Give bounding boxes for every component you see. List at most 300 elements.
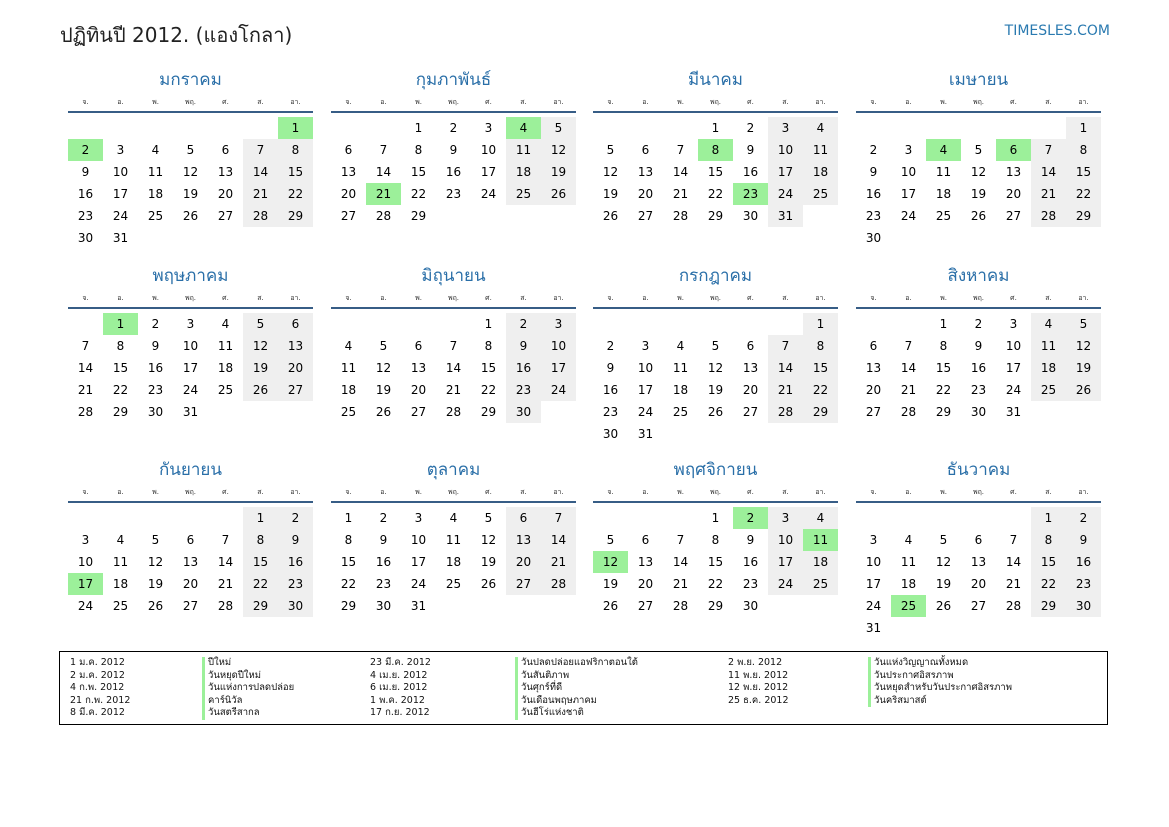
day-cell: 22 bbox=[707, 577, 724, 591]
day-cell: 25 bbox=[112, 599, 129, 613]
day-cell: 26 bbox=[602, 599, 619, 613]
month-divider bbox=[68, 307, 313, 309]
day-cell: 29 bbox=[803, 401, 838, 423]
day-cell: 31 bbox=[112, 231, 129, 245]
day-name: พฤ. bbox=[972, 98, 985, 106]
day-name: จ. bbox=[345, 98, 352, 106]
day-cell: 6 bbox=[221, 143, 230, 157]
day-cell: 6 bbox=[641, 143, 650, 157]
month-divider bbox=[856, 307, 1101, 309]
day-cell: 27 bbox=[410, 405, 427, 419]
day-name: อ. bbox=[642, 98, 649, 106]
day-cell: 17 bbox=[410, 555, 427, 569]
day-cell: 15 bbox=[1066, 161, 1101, 183]
day-cell: 11 bbox=[672, 361, 689, 375]
day-cell: 29 bbox=[112, 405, 129, 419]
day-cell: 15 bbox=[803, 357, 838, 379]
day-cell: 19 bbox=[602, 577, 619, 591]
day-name: อ. bbox=[905, 98, 912, 106]
day-cell: 19 bbox=[375, 383, 392, 397]
day-cell: 12 bbox=[480, 533, 497, 547]
holiday-day-cell: 11 bbox=[803, 529, 838, 551]
day-cell: 21 bbox=[672, 187, 689, 201]
day-cell: 25 bbox=[340, 405, 357, 419]
day-cell: 14 bbox=[77, 361, 94, 375]
day-name: ศ. bbox=[1010, 98, 1017, 106]
day-name: อา. bbox=[1078, 294, 1089, 302]
day-cell: 25 bbox=[506, 183, 541, 205]
day-cell: 4 bbox=[344, 339, 353, 353]
day-name: จ. bbox=[345, 294, 352, 302]
day-name: พ. bbox=[415, 294, 422, 302]
day-cell: 20 bbox=[182, 577, 199, 591]
day-name: พฤ. bbox=[184, 488, 197, 496]
day-cell: 22 bbox=[707, 187, 724, 201]
day-cell: 5 bbox=[151, 533, 160, 547]
day-name: จ. bbox=[870, 488, 877, 496]
month-divider bbox=[331, 501, 576, 503]
day-cell: 3 bbox=[116, 143, 125, 157]
day-cell: 12 bbox=[182, 165, 199, 179]
day-cell: 10 bbox=[1005, 339, 1022, 353]
day-cell: 14 bbox=[541, 529, 576, 551]
day-cell: 21 bbox=[900, 383, 917, 397]
month-name: พฤษภาคม bbox=[152, 266, 229, 286]
day-cell: 5 bbox=[243, 313, 278, 335]
day-cell: 23 bbox=[865, 209, 882, 223]
day-cell: 5 bbox=[1066, 313, 1101, 335]
day-cell: 27 bbox=[1005, 209, 1022, 223]
day-cell: 2 bbox=[506, 313, 541, 335]
day-cell: 17 bbox=[637, 383, 654, 397]
day-cell: 23 bbox=[147, 383, 164, 397]
holiday-name: วันหยุดปีใหม่ bbox=[202, 670, 294, 683]
day-cell: 10 bbox=[410, 533, 427, 547]
day-name: อา. bbox=[553, 98, 564, 106]
day-cell: 13 bbox=[506, 529, 541, 551]
day-cell: 24 bbox=[637, 405, 654, 419]
holiday-list bbox=[59, 651, 1108, 725]
day-cell: 18 bbox=[900, 577, 917, 591]
day-cell: 18 bbox=[506, 161, 541, 183]
day-cell: 4 bbox=[803, 507, 838, 529]
day-cell: 20 bbox=[410, 383, 427, 397]
day-cell: 8 bbox=[484, 339, 493, 353]
day-cell: 11 bbox=[935, 165, 952, 179]
day-name: อ. bbox=[380, 98, 387, 106]
day-name: พ. bbox=[940, 98, 947, 106]
day-cell: 6 bbox=[414, 339, 423, 353]
day-name: พ. bbox=[152, 294, 159, 302]
holiday-dates-col-3 bbox=[728, 657, 789, 707]
day-name: อ. bbox=[642, 488, 649, 496]
day-cell: 16 bbox=[742, 555, 759, 569]
day-cell: 21 bbox=[1005, 577, 1022, 591]
day-cell: 25 bbox=[217, 383, 234, 397]
day-cell: 27 bbox=[865, 405, 882, 419]
day-cell: 29 bbox=[707, 599, 724, 613]
day-cell: 20 bbox=[340, 187, 357, 201]
day-cell: 5 bbox=[974, 143, 983, 157]
holiday-date: 2 ม.ค. 2012 bbox=[70, 669, 125, 681]
holiday-date: 12 พ.ย. 2012 bbox=[728, 682, 789, 694]
day-cell: 22 bbox=[935, 383, 952, 397]
day-cell: 8 bbox=[243, 529, 278, 551]
day-cell: 11 bbox=[340, 361, 357, 375]
day-cell: 9 bbox=[869, 165, 878, 179]
day-name: อา. bbox=[553, 488, 564, 496]
day-cell: 6 bbox=[278, 313, 313, 335]
holiday-day-cell: 21 bbox=[366, 183, 401, 205]
day-cell: 22 bbox=[340, 577, 357, 591]
day-cell: 7 bbox=[81, 339, 90, 353]
month-name: มีนาคม bbox=[688, 70, 743, 90]
day-cell: 22 bbox=[480, 383, 497, 397]
day-cell: 16 bbox=[278, 551, 313, 573]
day-cell: 7 bbox=[1031, 139, 1066, 161]
month-name: มิถุนายน bbox=[421, 266, 486, 286]
day-names-row bbox=[331, 97, 576, 109]
day-cell: 5 bbox=[484, 511, 493, 525]
day-cell: 13 bbox=[970, 555, 987, 569]
day-cell: 26 bbox=[1066, 379, 1101, 401]
day-cell: 24 bbox=[541, 379, 576, 401]
day-cell: 30 bbox=[77, 231, 94, 245]
day-name: อา. bbox=[815, 488, 826, 496]
day-cell: 29 bbox=[243, 595, 278, 617]
day-names-row bbox=[331, 293, 576, 305]
day-cell: 24 bbox=[77, 599, 94, 613]
day-cell: 1 bbox=[711, 511, 720, 525]
day-cell: 3 bbox=[641, 339, 650, 353]
day-cell: 19 bbox=[541, 161, 576, 183]
day-cell: 17 bbox=[865, 577, 882, 591]
day-cell: 9 bbox=[746, 143, 755, 157]
day-name: พ. bbox=[940, 294, 947, 302]
day-names-row bbox=[331, 487, 576, 499]
site-link[interactable]: TIMESLES.COM bbox=[1004, 23, 1110, 39]
day-cell: 9 bbox=[746, 533, 755, 547]
day-cell: 26 bbox=[707, 405, 724, 419]
day-name: พ. bbox=[415, 488, 422, 496]
day-cell: 5 bbox=[711, 339, 720, 353]
month-divider bbox=[593, 111, 838, 113]
day-cell: 10 bbox=[77, 555, 94, 569]
day-cell: 16 bbox=[742, 165, 759, 179]
day-name: พฤ. bbox=[447, 294, 460, 302]
day-cell: 22 bbox=[803, 379, 838, 401]
holiday-day-cell: 17 bbox=[68, 573, 103, 595]
day-name: จ. bbox=[82, 294, 89, 302]
day-cell: 16 bbox=[602, 383, 619, 397]
day-cell: 26 bbox=[182, 209, 199, 223]
day-name: อา. bbox=[1078, 488, 1089, 496]
day-cell: 6 bbox=[869, 339, 878, 353]
day-name: อา. bbox=[1078, 98, 1089, 106]
day-cell: 18 bbox=[1031, 357, 1066, 379]
day-cell: 30 bbox=[742, 599, 759, 613]
day-cell: 20 bbox=[865, 383, 882, 397]
day-cell: 31 bbox=[182, 405, 199, 419]
day-name: พฤ. bbox=[184, 294, 197, 302]
day-cell: 16 bbox=[77, 187, 94, 201]
day-cell: 19 bbox=[1066, 357, 1101, 379]
holiday-date: 1 พ.ค. 2012 bbox=[370, 694, 425, 706]
day-cell: 12 bbox=[1066, 335, 1101, 357]
day-cell: 10 bbox=[480, 143, 497, 157]
day-name: ส. bbox=[782, 98, 789, 106]
day-cell: 27 bbox=[278, 379, 313, 401]
day-cell: 16 bbox=[147, 361, 164, 375]
day-cell: 3 bbox=[768, 117, 803, 139]
day-name: อา. bbox=[815, 294, 826, 302]
holiday-name: วันสตรีสากล bbox=[202, 707, 294, 720]
day-cell: 3 bbox=[768, 507, 803, 529]
day-cell: 19 bbox=[935, 577, 952, 591]
day-cell: 12 bbox=[541, 139, 576, 161]
day-name: ศ. bbox=[222, 488, 229, 496]
day-cell: 7 bbox=[221, 533, 230, 547]
day-names-row bbox=[856, 487, 1101, 499]
day-cell: 17 bbox=[900, 187, 917, 201]
month-divider bbox=[856, 501, 1101, 503]
day-cell: 16 bbox=[375, 555, 392, 569]
day-cell: 1 bbox=[484, 317, 493, 331]
day-name: ส. bbox=[520, 98, 527, 106]
day-cell: 8 bbox=[1066, 139, 1101, 161]
holiday-date: 6 เม.ย. 2012 bbox=[370, 682, 428, 694]
day-cell: 20 bbox=[217, 187, 234, 201]
day-cell: 23 bbox=[278, 573, 313, 595]
day-cell: 27 bbox=[637, 209, 654, 223]
holiday-name: วันเดือนพฤษภาคม bbox=[515, 695, 638, 708]
day-name: อ. bbox=[117, 294, 124, 302]
day-name: พ. bbox=[677, 294, 684, 302]
day-name: จ. bbox=[345, 488, 352, 496]
day-name: อ. bbox=[117, 488, 124, 496]
day-cell: 20 bbox=[506, 551, 541, 573]
day-cell: 1 bbox=[1066, 117, 1101, 139]
holiday-day-cell: 2 bbox=[68, 139, 103, 161]
day-cell: 4 bbox=[676, 339, 685, 353]
day-cell: 28 bbox=[77, 405, 94, 419]
day-cell: 14 bbox=[217, 555, 234, 569]
day-cell: 29 bbox=[935, 405, 952, 419]
day-cell: 14 bbox=[375, 165, 392, 179]
day-cell: 3 bbox=[81, 533, 90, 547]
day-name: อ. bbox=[380, 294, 387, 302]
day-cell: 17 bbox=[112, 187, 129, 201]
day-name: อ. bbox=[905, 488, 912, 496]
day-cell: 13 bbox=[865, 361, 882, 375]
day-cell: 23 bbox=[742, 577, 759, 591]
day-cell: 28 bbox=[768, 401, 803, 423]
day-name: พฤ. bbox=[709, 98, 722, 106]
holiday-name: วันสันติภาพ bbox=[515, 670, 638, 683]
day-cell: 13 bbox=[637, 555, 654, 569]
day-cell: 22 bbox=[1066, 183, 1101, 205]
day-cell: 13 bbox=[410, 361, 427, 375]
day-cell: 20 bbox=[637, 187, 654, 201]
holiday-name: วันปลดปล่อยแอฟริกาตอนใต้ bbox=[515, 657, 638, 670]
day-cell: 17 bbox=[1005, 361, 1022, 375]
day-cell: 10 bbox=[112, 165, 129, 179]
day-cell: 14 bbox=[1005, 555, 1022, 569]
day-cell: 6 bbox=[186, 533, 195, 547]
day-cell: 6 bbox=[746, 339, 755, 353]
day-cell: 20 bbox=[742, 383, 759, 397]
day-cell: 10 bbox=[541, 335, 576, 357]
day-cell: 4 bbox=[221, 317, 230, 331]
day-cell: 25 bbox=[935, 209, 952, 223]
day-cell: 19 bbox=[480, 555, 497, 569]
day-cell: 22 bbox=[243, 573, 278, 595]
day-cell: 22 bbox=[1031, 573, 1066, 595]
day-cell: 4 bbox=[904, 533, 913, 547]
day-cell: 7 bbox=[1009, 533, 1018, 547]
day-cell: 3 bbox=[904, 143, 913, 157]
day-name: พฤ. bbox=[972, 294, 985, 302]
day-cell: 23 bbox=[77, 209, 94, 223]
day-cell: 15 bbox=[340, 555, 357, 569]
day-cell: 23 bbox=[445, 187, 462, 201]
day-cell: 21 bbox=[672, 577, 689, 591]
day-cell: 1 bbox=[414, 121, 423, 135]
day-cell: 1 bbox=[803, 313, 838, 335]
day-cell: 4 bbox=[151, 143, 160, 157]
day-cell: 15 bbox=[707, 165, 724, 179]
day-cell: 30 bbox=[865, 231, 882, 245]
day-name: ส. bbox=[257, 294, 264, 302]
day-cell: 2 bbox=[746, 121, 755, 135]
day-name: พ. bbox=[415, 98, 422, 106]
day-cell: 11 bbox=[445, 533, 462, 547]
day-cell: 3 bbox=[1009, 317, 1018, 331]
holiday-name: วันแห่งวิญญาณทั้งหมด bbox=[868, 657, 1012, 670]
day-cell: 23 bbox=[970, 383, 987, 397]
holiday-day-cell: 6 bbox=[996, 139, 1031, 161]
day-cell: 9 bbox=[606, 361, 615, 375]
day-cell: 21 bbox=[1031, 183, 1066, 205]
day-name: อา. bbox=[290, 98, 301, 106]
month-divider bbox=[68, 111, 313, 113]
day-name: พฤ. bbox=[972, 488, 985, 496]
holiday-date: 4 เม.ย. 2012 bbox=[370, 669, 428, 681]
holiday-name: วันคริสมาสต์ bbox=[868, 695, 1012, 708]
day-cell: 2 bbox=[379, 511, 388, 525]
day-name: พฤ. bbox=[447, 98, 460, 106]
day-name: ส. bbox=[257, 98, 264, 106]
day-name: พ. bbox=[940, 488, 947, 496]
day-names-row bbox=[68, 487, 313, 499]
day-cell: 17 bbox=[480, 165, 497, 179]
day-name: ส. bbox=[520, 488, 527, 496]
day-name: พ. bbox=[152, 98, 159, 106]
day-cell: 10 bbox=[768, 529, 803, 551]
day-cell: 2 bbox=[1066, 507, 1101, 529]
day-cell: 8 bbox=[803, 335, 838, 357]
day-cell: 18 bbox=[803, 551, 838, 573]
day-name: ส. bbox=[1045, 294, 1052, 302]
day-cell: 9 bbox=[1066, 529, 1101, 551]
day-cell: 11 bbox=[506, 139, 541, 161]
day-cell: 20 bbox=[1005, 187, 1022, 201]
day-name: ส. bbox=[520, 294, 527, 302]
day-cell: 7 bbox=[904, 339, 913, 353]
day-cell: 30 bbox=[375, 599, 392, 613]
day-cell: 15 bbox=[278, 161, 313, 183]
day-cell: 5 bbox=[186, 143, 195, 157]
day-cell: 7 bbox=[676, 533, 685, 547]
day-cell: 4 bbox=[116, 533, 125, 547]
day-cell: 28 bbox=[900, 405, 917, 419]
day-cell: 10 bbox=[182, 339, 199, 353]
day-names-row bbox=[593, 487, 838, 499]
day-cell: 23 bbox=[1066, 573, 1101, 595]
holiday-name: วันประกาศอิสรภาพ bbox=[868, 670, 1012, 683]
day-cell: 18 bbox=[672, 383, 689, 397]
month-name: ธันวาคม bbox=[946, 460, 1011, 480]
day-cell: 14 bbox=[445, 361, 462, 375]
day-cell: 8 bbox=[344, 533, 353, 547]
day-cell: 3 bbox=[484, 121, 493, 135]
day-name: อ. bbox=[905, 294, 912, 302]
day-cell: 24 bbox=[410, 577, 427, 591]
day-cell: 28 bbox=[243, 205, 278, 227]
month-name: กุมภาพันธ์ bbox=[415, 70, 492, 90]
day-cell: 15 bbox=[1031, 551, 1066, 573]
day-name: อา. bbox=[290, 294, 301, 302]
day-cell: 10 bbox=[768, 139, 803, 161]
day-cell: 8 bbox=[116, 339, 125, 353]
day-cell: 27 bbox=[340, 209, 357, 223]
day-cell: 18 bbox=[935, 187, 952, 201]
day-cell: 15 bbox=[480, 361, 497, 375]
day-name: อ. bbox=[642, 294, 649, 302]
day-cell: 28 bbox=[375, 209, 392, 223]
day-name: อ. bbox=[380, 488, 387, 496]
holiday-day-cell: 12 bbox=[593, 551, 628, 573]
day-cell: 21 bbox=[217, 577, 234, 591]
day-cell: 22 bbox=[410, 187, 427, 201]
day-cell: 5 bbox=[606, 533, 615, 547]
day-cell: 30 bbox=[147, 405, 164, 419]
day-cell: 19 bbox=[970, 187, 987, 201]
day-cell: 1 bbox=[711, 121, 720, 135]
day-cell: 19 bbox=[147, 577, 164, 591]
day-cell: 6 bbox=[641, 533, 650, 547]
day-cell: 26 bbox=[375, 405, 392, 419]
holiday-date: 25 ธ.ค. 2012 bbox=[728, 694, 789, 706]
day-cell: 29 bbox=[1066, 205, 1101, 227]
day-cell: 26 bbox=[480, 577, 497, 591]
day-cell: 16 bbox=[1066, 551, 1101, 573]
day-cell: 3 bbox=[186, 317, 195, 331]
day-cell: 26 bbox=[147, 599, 164, 613]
day-cell: 2 bbox=[278, 507, 313, 529]
day-name: พฤ. bbox=[447, 488, 460, 496]
day-cell: 30 bbox=[970, 405, 987, 419]
day-cell: 12 bbox=[602, 165, 619, 179]
day-cell: 13 bbox=[1005, 165, 1022, 179]
day-cell: 3 bbox=[414, 511, 423, 525]
holiday-day-cell: 1 bbox=[278, 117, 313, 139]
month-name: เมษายน bbox=[948, 70, 1009, 90]
holiday-names-col-2 bbox=[515, 657, 638, 720]
day-name: จ. bbox=[82, 488, 89, 496]
day-name: พ. bbox=[677, 488, 684, 496]
day-cell: 19 bbox=[602, 187, 619, 201]
